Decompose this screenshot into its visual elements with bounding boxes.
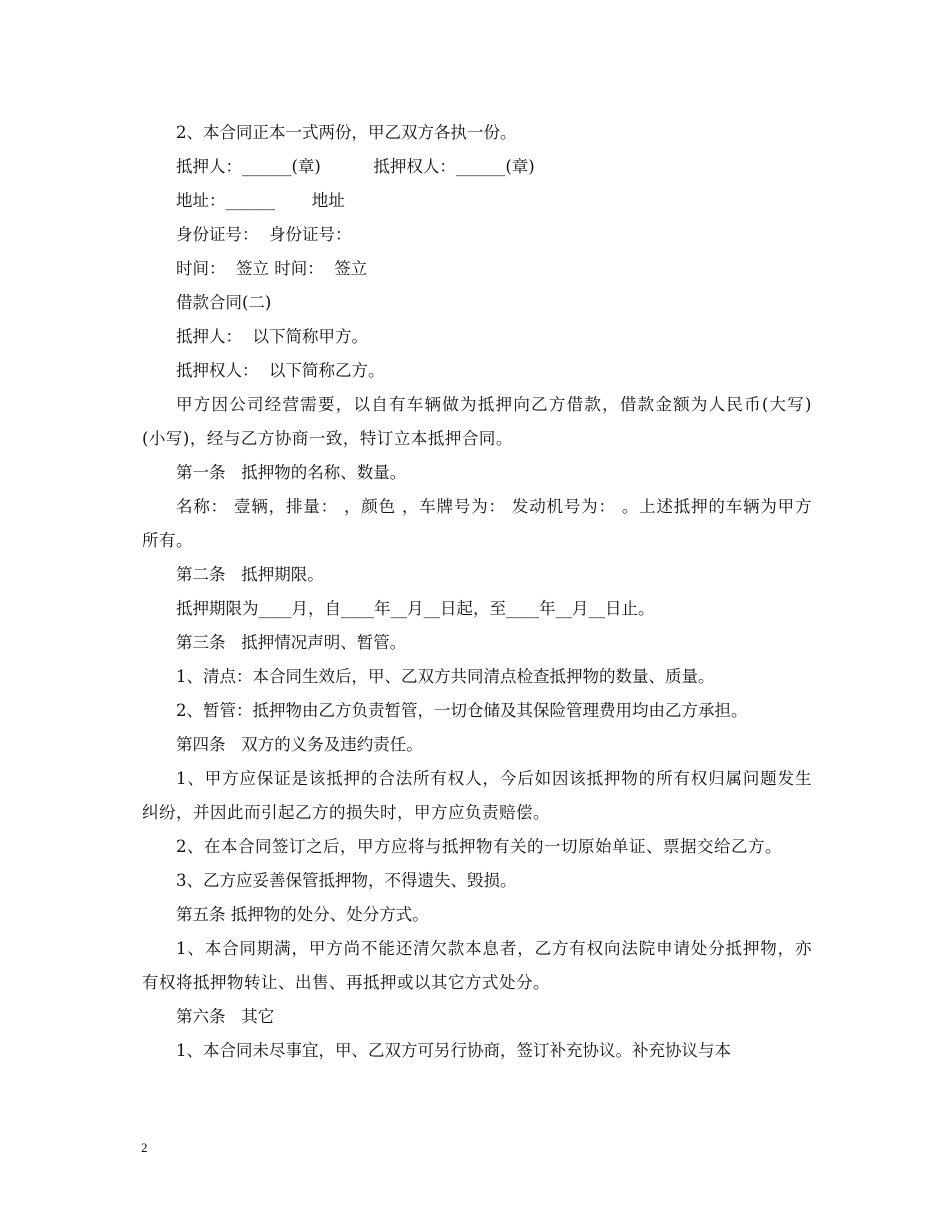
article-heading: 第五条 抵押物的处分、处分方式。 <box>176 905 429 924</box>
paragraph: 抵押期限为____月，自____年__月__日起，至____年__月__日止。 <box>176 599 655 618</box>
party-b-line: 抵押权人： 以下简称乙方。 <box>176 361 385 380</box>
article-heading: 第四条 双方的义务及违约责任。 <box>176 735 423 754</box>
signature-line-seal: 抵押人：______(章) 抵押权人：______(章) <box>176 157 535 176</box>
article-heading: 第二条 抵押期限。 <box>176 565 324 584</box>
paragraph: 1、本合同未尽事宜，甲、乙双方可另行协商，签订补充协议。补充协议与本 <box>176 1041 731 1060</box>
paragraph: 2、本合同正本一式两份，甲乙双方各执一份。 <box>176 123 517 142</box>
paragraph: 名称： 壹辆，排量： ，颜色 ，车牌号为： 发动机号为： 。上述抵押的车辆为甲方所有。 <box>142 497 812 550</box>
party-a-line: 抵押人： 以下简称甲方。 <box>176 327 368 346</box>
paragraph: 2、在本合同签订之后，甲方应将与抵押物有关的一切原始单证、票据交给乙方。 <box>176 837 782 856</box>
page-number: 2 <box>141 1140 148 1155</box>
document-body <box>142 116 812 1068</box>
article-heading: 第一条 抵押物的名称、数量。 <box>176 463 407 482</box>
paragraph: 1、清点：本合同生效后，甲、乙双方共同清点检查抵押物的数量、质量。 <box>176 667 715 686</box>
id-number-line: 身份证号： 身份证号： <box>176 225 352 244</box>
address-line: 地址：______ 地址 <box>176 191 345 210</box>
paragraph: 1、甲方应保证是该抵押的合法所有权人，今后如因该抵押物的所有权归属问题发生纠纷，并因此而引起乙方的损失时，甲方应负责赔偿。 <box>142 769 812 822</box>
article-heading: 第三条 抵押情况声明、暂管。 <box>176 633 407 652</box>
paragraph: 3、乙方应妥善保管抵押物，不得遗失、毁损。 <box>176 871 517 890</box>
paragraph: 甲方因公司经营需要，以自有车辆做为抵押向乙方借款，借款金额为人民币(大写) (小写)，经与乙方协商一致，特订立本抵押合同。 <box>142 395 812 448</box>
date-line: 时间： 签立 时间： 签立 <box>176 259 368 278</box>
paragraph: 2、暂管：抵押物由乙方负责暂管，一切仓储及其保险管理费用均由乙方承担。 <box>176 701 748 720</box>
article-heading: 第六条 其它 <box>176 1007 275 1026</box>
paragraph: 1、本合同期满，甲方尚不能还清欠款本息者，乙方有权向法院申请处分抵押物，亦有权将抵押物转让、出售、再抵押或以其它方式处分。 <box>142 939 812 992</box>
section-title: 借款合同(二) <box>176 293 272 312</box>
